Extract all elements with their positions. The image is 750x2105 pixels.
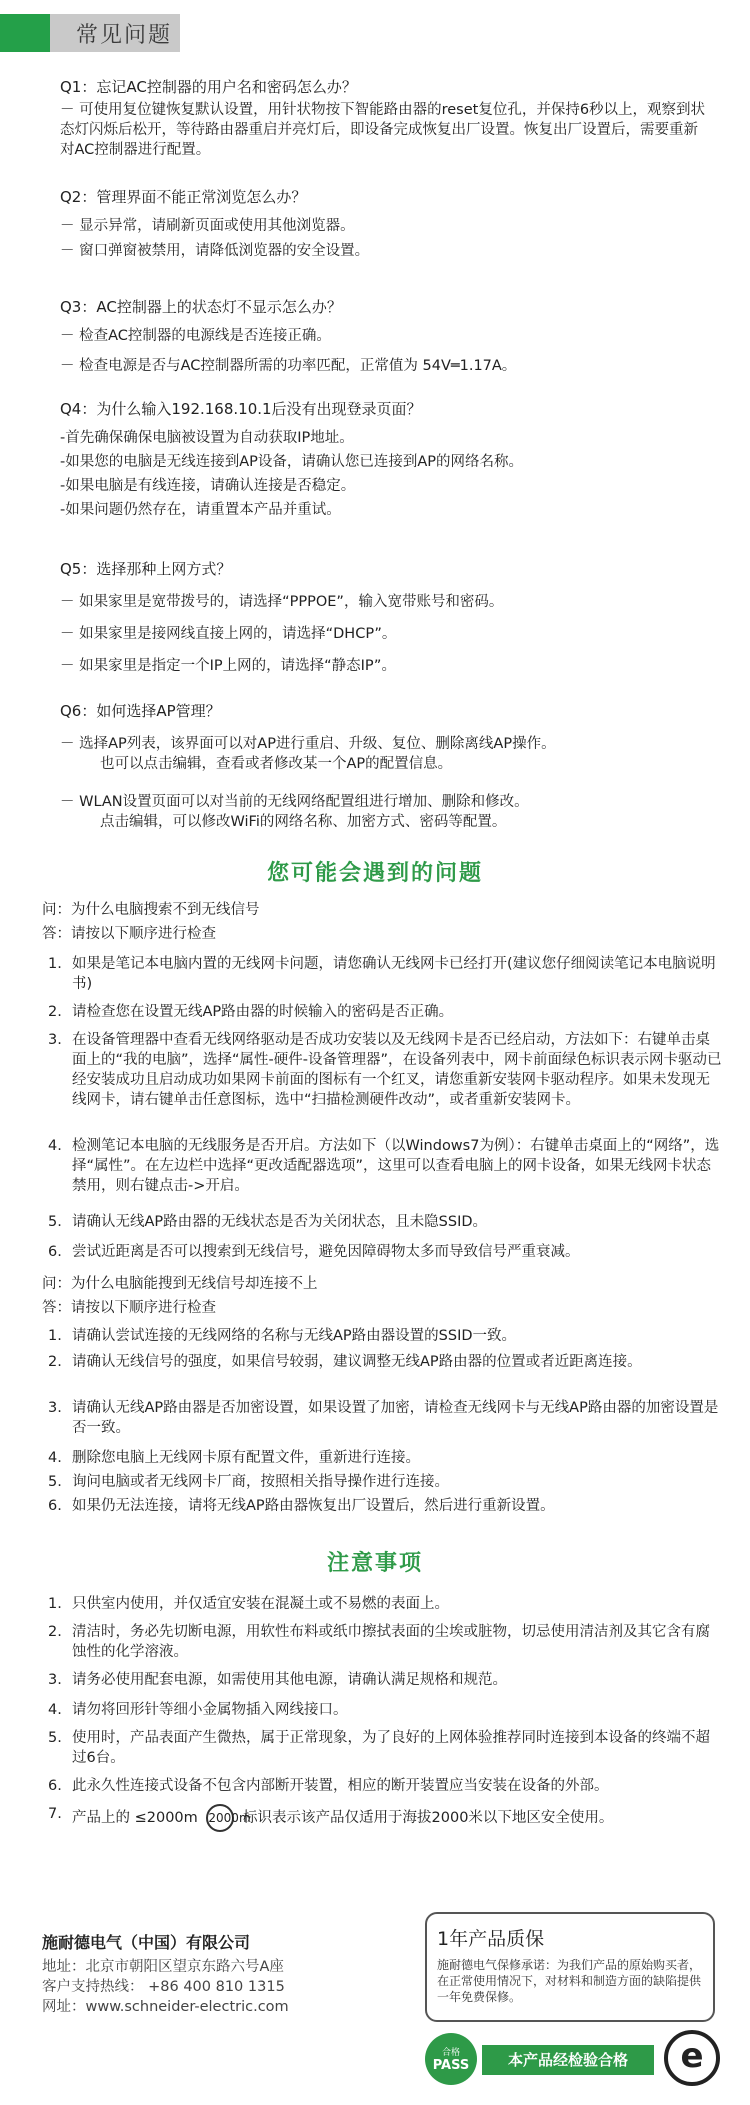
warranty-box — [425, 1912, 715, 2022]
faq-answer: － 检查电源是否与AC控制器所需的功率匹配，正常值为 54V═1.17A。 — [60, 358, 517, 374]
faq-answer: － 如果家里是接网线直接上网的，请选择“DHCP”。 — [60, 626, 397, 642]
faq-answer: -首先确保确保电脑被设置为自动获取IP地址。 — [60, 430, 354, 446]
page-title: 常见问题 — [76, 23, 173, 48]
section-header — [0, 14, 180, 52]
warranty-description: 施耐德电气保修承诺：为我们产品的原始购买者，在正常使用情况下，对材料和制造方面的缺陷提供一年免费保修。 — [437, 1958, 702, 2004]
company-name: 施耐德电气（中国）有限公司 — [42, 1933, 251, 1952]
faq-answer: － 如果家里是宽带拨号的，请选择“PPPOE”，输入宽带账号和密码。 — [60, 594, 504, 610]
faq-question: Q6：如何选择AP管理？ — [60, 702, 221, 720]
inspection-pass-label: 本产品经检验合格 — [482, 2045, 654, 2075]
faq-question: Q4：为什么输入192.168.10.1后没有出现登录页面？ — [60, 400, 422, 418]
notes-title: 注意事项 — [326, 1551, 423, 1576]
company-website[interactable]: 网址：www.schneider-electric.com — [42, 1999, 289, 2015]
problems-title: 您可能会遇到的问题 — [266, 861, 483, 886]
e-recycle-icon: e — [664, 2030, 720, 2086]
faq-question: Q2：管理界面不能正常浏览怎么办？ — [60, 188, 307, 206]
pass-seal-icon: 合格 PASS — [425, 2033, 477, 2085]
altitude-icon: 2000m — [206, 1804, 234, 1832]
company-info — [42, 1930, 402, 2017]
problem-question: 问：为什么电脑能搜到无线信号却连接不上 — [42, 1276, 318, 1292]
faq-answer: 也可以点击编辑，查看或者修改某一个AP的配置信息。 — [100, 756, 453, 772]
faq-answer: － 如果家里是指定一个IP上网的，请选择“静态IP”。 — [60, 658, 396, 674]
faq-answer: － 选择AP列表，该界面可以对AP进行重启、升级、复位、删除离线AP操作。 — [60, 736, 556, 752]
faq-answer: － 窗口弹窗被禁用，请降低浏览器的安全设置。 — [60, 243, 370, 259]
problem-question: 问：为什么电脑搜索不到无线信号 — [42, 902, 260, 918]
header-accent-bar — [0, 14, 50, 52]
problem-answer: 答：请按以下顺序进行检查 — [42, 926, 216, 942]
faq-question: Q1：忘记AC控制器的用户名和密码怎么办？ — [60, 78, 357, 96]
faq-answer: -如果您的电脑是无线连接到AP设备，请确认您已连接到AP的网络名称。 — [60, 454, 524, 470]
company-address: 地址：北京市朝阳区望京东路六号A座 — [42, 1959, 284, 1975]
support-hotline: 客户支持热线： +86 400 810 1315 — [42, 1979, 285, 1995]
faq-answer: － WLAN设置页面可以对当前的无线网络配置组进行增加、删除和修改。 — [60, 794, 529, 810]
problem-answer: 答：请按以下顺序进行检查 — [42, 1300, 216, 1316]
faq-answer: － 检查AC控制器的电源线是否连接正确。 — [60, 328, 331, 344]
faq-answer: -如果问题仍然存在，请重置本产品并重试。 — [60, 502, 341, 518]
faq-answer: -如果电脑是有线连接，请确认连接是否稳定。 — [60, 478, 356, 494]
faq-question: Q3：AC控制器上的状态灯不显示怎么办？ — [60, 298, 342, 316]
faq-answer: － 显示异常，请刷新页面或使用其他浏览器。 — [60, 218, 355, 234]
faq-question: Q5：选择那种上网方式？ — [60, 560, 232, 578]
faq-answer: 点击编辑，可以修改WiFi的网络名称、加密方式、密码等配置。 — [100, 814, 507, 830]
faq-answer: － 可使用复位键恢复默认设置，用针状物按下智能路由器的reset复位孔，并保持6秒以上，观察到状态灯闪烁后松开，等待路由器重启并亮灯后，即设备完成恢复出厂设置。恢复出厂设置后，需要重新对AC控制器进行配置。 — [60, 102, 706, 158]
warranty-title: 1年产品质保 — [437, 1928, 545, 1950]
